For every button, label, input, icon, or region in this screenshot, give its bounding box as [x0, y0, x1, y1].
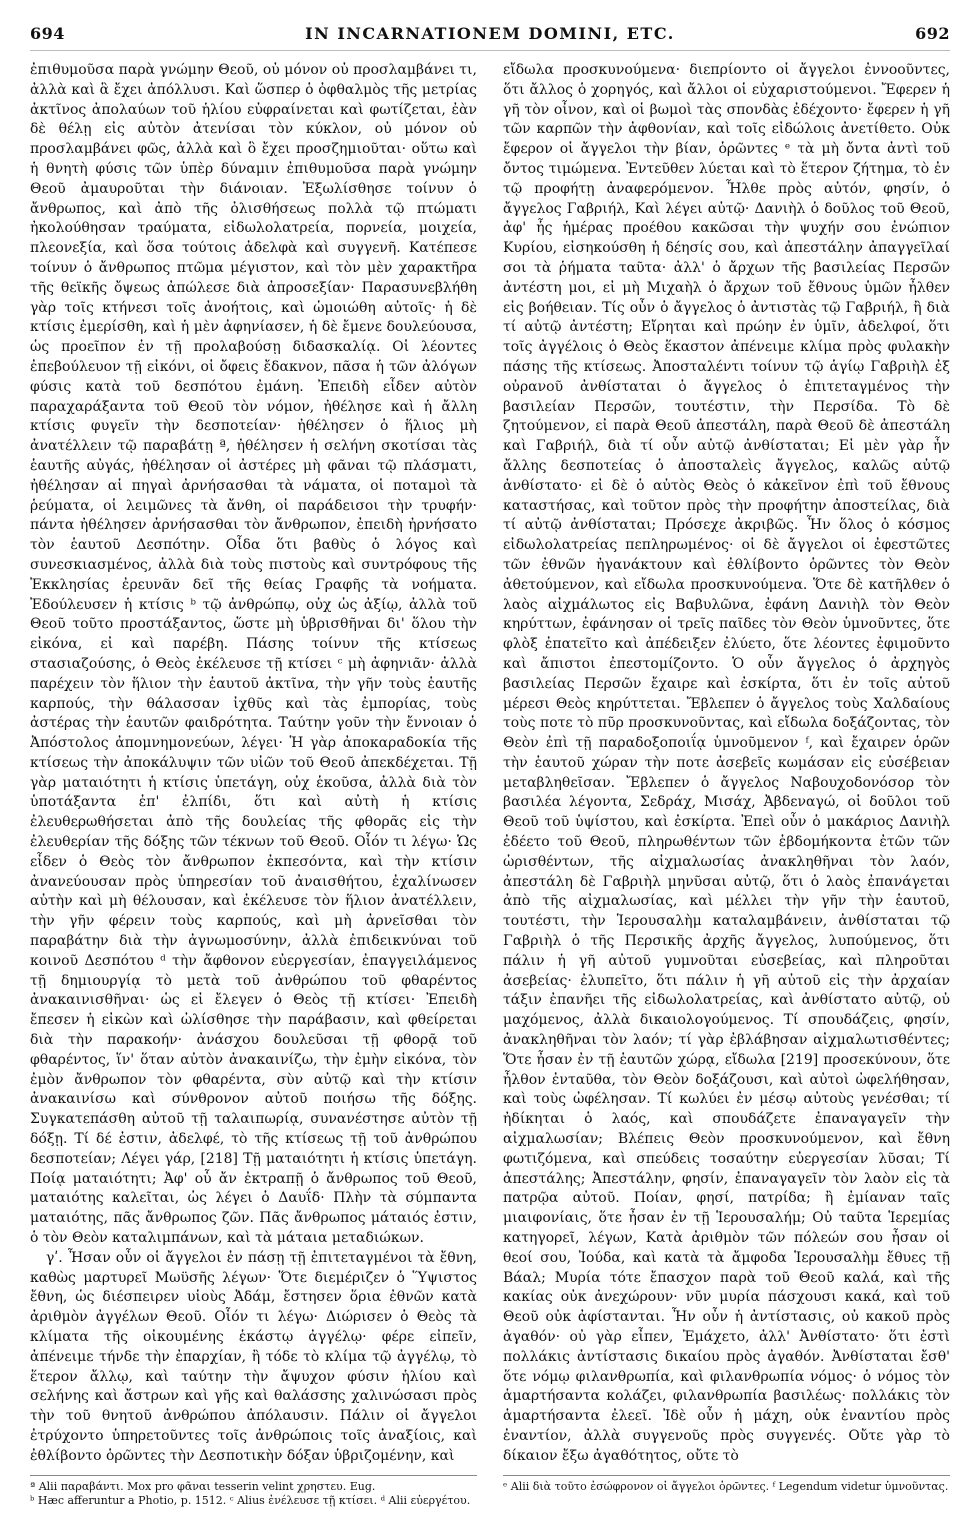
footnote: ᵉ Alii διὰ τοῦτο ἐσώφρονον οἱ ἄγγελοι ὁρῶντες. ᶠ Legendum videtur ὑμνοῦντας. — [503, 1479, 949, 1493]
footnotes-left — [30, 1475, 477, 1507]
running-title: IN INCARNATIONEM DOMINI, ETC. — [305, 24, 675, 43]
right-page-number: 692 — [915, 24, 950, 43]
footnote: ᵇ Hæc afferuntur a Photio, p. 1512. ᶜ Alius ἐνέλευσε τῇ κτίσει. ᵈ Alii εὐεργέτου. — [30, 1493, 471, 1507]
paragraph: ἐπιθυμοῦσα παρὰ γνώμην Θεοῦ, οὐ μόνον οὐ προσλαμβάνει τι, ἀλλὰ καὶ ἃ ἔχει ἀπόλλυσι. Καὶ ὥσπερ ὁ ὀφθαλμὸς τῆς μετρίας ἀκτῖνος ἀπολαύων τοῦ ἡλίου εὐφραίνεται καὶ φωτίζεται, ἐὰν δὲ θέλῃ εἰς αὐτὸν ἀτενίσαι τὸν κύκλον, οὐ μόνον οὐ προσλαμβάνει φῶς, ἀλλὰ καὶ ὃ ἔχει προσζημιοῦται· οὕτω καὶ ἡ θνητὴ φύσις τῶν ὑπὲρ δύναμιν ἐπιθυμοῦσα παρὰ γνώμην Θεοῦ ἀμαυροῦται τὴν διάνοιαν. Ἐξωλίσθησε τοίνυν ὁ ἄνθρωπος, καὶ ἀπὸ τῆς ὀλισθήσεως πολλὰ τῷ πτώματι ἠκολούθησαν τραύματα, εἰδωλολατρεία, πορνεία, μοιχεία, πλεονεξία, καὶ ὅσα τούτοις ἀδελφὰ καὶ συγγενῆ. Κατέπεσε τοίνυν ὁ ἄνθρωπος πτῶμα μέγιστον, καὶ τὸν μὲν χαρακτῆρα τῆς θεϊκῆς ὄψεως ἀπώλεσε διὰ ἀπροσεξίαν· Παρασυνεβλήθη γὰρ τοῖς κτήνεσι τοῖς ἀνοήτοις, καὶ ὡμοιώθη αὐτοῖς· ἡ δὲ κτίσις ἐμερίσθη, καὶ ἡ μὲν ἀφηνίασεν, ἡ δὲ ἔμενε δουλεύουσα, ὡς προεῖπον ἐν τῇ προλαβούσῃ διδασκαλίᾳ. Οἱ λέοντες ἐπεβούλευον τῇ εἰκόνι, οἱ ὄφεις ἔδακνον, πᾶσα ἡ τῶν ἀλόγων φύσις κατὰ τοῦ δεσπότου ἐμάνη. Ἐπειδὴ εἶδεν αὐτὸν παραχαράξαντα τοῦ Θεοῦ τὸν νόμον, ἠθέλησε καὶ ἡ ἄλλη κτίσις φυγεῖν τὴν δεσποτείαν· ἠθέλησεν ὁ ἥλιος μὴ ἀνατέλλειν τῷ παραβάτῃ ª, ἠθέλησεν ἡ σελήνη σκοτίσαι τὰς ἑαυτῆς αὐγάς, ἠθέλησαν οἱ ἀστέρες μὴ φᾶναι τῷ πλάσματι, ἠθέλησαν αἱ πηγαὶ ἀρνήσασθαι τὰ νάματα, οἱ ποταμοὶ τὰ ῥεύματα, οἱ λειμῶνες τὰ ἄνθη, οἱ παράδεισοι τὴν τρυφήν· πάντα ἠθέλησεν ἀρνήσασθαι τὸν ἄνθρωπον, ἐπειδὴ ἠρνήσατο τὸν ἑαυτοῦ Δεσπότην. Οἶδα ὅτι βαθὺς ὁ λόγος καὶ συνεσκιασμένος, ἀλλὰ διὰ τοὺς πιστοὺς καὶ συντρόφους τῆς Ἐκκλησίας ἐρευνᾶν δεῖ τῆς θείας Γραφῆς τὰ νοήματα. Ἐδούλευσεν ἡ κτίσις ᵇ τῷ ἀνθρώπῳ, οὐχ ὡς ἀξίῳ, ἀλλὰ τοῦ Θεοῦ τοῦτο προστάξαντος, ὥστε μὴ ὑβρισθῆναι δι' ὅλου τὴν εἰκόνα, εἰ καὶ παρέβη. Πάσης τοίνυν τῆς κτίσεως στασιαζούσης, ὁ Θεὸς ἐκέλευσε τῇ κτίσει ᶜ μὴ ἀφηνιᾶν· ἀλλὰ παρέχειν τὸν ἥλιον τὴν ἑαυτοῦ ἀκτῖνα, τὴν γῆν τοὺς ἑαυτῆς καρπούς, τὴν θάλασσαν ἰχθῦς καὶ τὰς ἐμπορίας, τοὺς ἀστέρας τὴν ἑαυτῶν φαιδρότητα. Ταύτην γοῦν τὴν ἔννοιαν ὁ Ἀπόστολος ἀπομνημονεύων, λέγει· Ἡ γὰρ ἀποκαραδοκία τῆς κτίσεως τὴν ἀποκάλυψιν τῶν υἱῶν τοῦ Θεοῦ ἀπεκδέχεται. Τῇ γὰρ ματαιότητι ἡ κτίσις ὑπετάγη, οὐχ ἑκοῦσα, ἀλλὰ διὰ τὸν ὑποτάξαντα ἐπ' ἐλπίδι, ὅτι καὶ αὐτὴ ἡ κτίσις ἐλευθερωθήσεται ἀπὸ τῆς δουλείας τῆς φθορᾶς εἰς τὴν ἐλευθερίαν τῆς δόξης τῶν τέκνων τοῦ Θεοῦ. Οἷόν τι λέγω· Ὡς εἶδεν ὁ Θεὸς τὸν ἄνθρωπον ἐκπεσόντα, καὶ τὴν κτίσιν ἀνανεύουσαν πρὸς ὑπηρεσίαν τοῦ ἀναισθήτου, ἐχαλίνωσεν αὐτὴν καὶ μὴ θέλουσαν, καὶ ἐκέλευσε τὸν ἥλιον ἀνατέλλειν, τὴν γῆν φέρειν τοὺς καρπούς, καὶ μὴ ἀρνεῖσθαι τὸν παραβάτην διὰ τὴν ἀγνωμοσύνην, ἀλλὰ ἐπιδεικνύναι τοῦ κοινοῦ Δεσπότου ᵈ τὴν ἄφθονον εὐεργεσίαν, ἐπαγγειλάμενος τῇ δημιουργίᾳ τὸ μετὰ τοῦ ἀνθρώπου τοῦ φθαρέντος ἀνακαινισθῆναι· ὡς εἰ ἔλεγεν ὁ Θεὸς τῇ κτίσει· Ἐπειδὴ ἔπεσεν ἡ εἰκὼν καὶ ὠλίσθησε τὴν παράβασιν, καὶ φθείρεται διὰ τὴν παρακοήν· ἀνάσχου δουλεῦσαι τῇ φθορᾷ τοῦ φθαρέντος, ἵν' ὅταν αὐτὸν ἀνακαινίζω, τὴν ἐμὴν εἰκόνα, τὸν ἐμὸν ἄνθρωπον τὸν φθαρέντα, σὺν αὐτῷ καὶ τὴν κτίσιν ἀνακαινίσω καὶ σύνθρονον αὐτοῦ ποιήσω τῆς δόξης. Συγκατεπάσθη αὐτοῦ τῇ ταλαιπωρίᾳ, συνανέστησε αὐτὸν τῇ δόξῃ. Τί δέ ἐστιν, ἀδελφέ, τὸ τῆς κτίσεως τῇ τοῦ ἀνθρώπου δεσποτείαν; Λέγει γάρ, [218] Τῇ ματαιότητι ἡ κτίσις ὑπετάγη. Ποίᾳ ματαιότητι; Ἀφ' οὗ ἄν ἐκτραπῇ ὁ ἄνθρωπος τοῦ Θεοῦ, ματαιότης καλεῖται, ὡς λέγει ὁ Δαυΐδ· Πλὴν τὰ σύμπαντα ματαιότης, πᾶς ἄνθρωπος ζῶν. Πᾶς ἄνθρωπος μάταιός ἐστιν, ὁ τὸν Θεὸν καταλιμπάνων, καὶ τὰ μάταια μεταδιώκων. — [30, 62, 477, 1247]
left-page-number: 694 — [30, 24, 65, 43]
left-column — [30, 61, 477, 1516]
running-header — [30, 24, 950, 51]
right-column — [503, 61, 950, 1516]
paragraph: γʹ. Ἦσαν οὖν οἱ ἄγγελοι ἐν πάσῃ τῇ ἐπιτεταγμένοι τὰ ἔθνη, καθὼς μαρτυρεῖ Μωϋσῆς λέγων· Ὅτε διεμέριζεν ὁ Ὕψιστος ἔθνη, ὡς διέσπειρεν υἱοὺς Ἀδάμ, ἔστησεν ὅρια ἐθνῶν κατὰ ἀριθμὸν ἀγγέλων Θεοῦ. Οἷόν τι λέγω· Διώρισεν ὁ Θεὸς τὰ κλίματα τῆς οἰκουμένης ἑκάστῳ ἀγγέλῳ· φέρε εἰπεῖν, ἀπένειμε τήνδε τὴν ἐπαρχίαν, ἢ τόδε τὸ κλίμα τῷ ἀγγέλῳ, τὸ ἕτερον ἄλλῳ, καὶ ταύτην τὴν ἄψυχον φύσιν ἡλίου καὶ σελήνης καὶ ἄστρων καὶ γῆς καὶ θαλάσσης χαλινώσασι πρὸς τὴν τοῦ θνητοῦ ἀνθρώπου ἀπόλαυσιν. Πάλιν οἱ ἄγγελοι ἐτρύχοντο ὑπηρετοῦντες τοῖς ἀνθρώποις τοῖς ἀναξίοις, καὶ ἐθλίβοντο ὁρῶντες τὴν Δεσποτικὴν δόξαν ὑβριζομένην, καὶ — [30, 1249, 477, 1464]
footnotes-right — [503, 1475, 950, 1493]
text-columns — [30, 61, 950, 1516]
footnote: ª Alii παραβάντι. Mox pro φᾶναι tesserin velint χρηστευ. Eug. — [30, 1479, 376, 1493]
paragraph: εἴδωλα προσκυνούμενα· διεπρίοντο οἱ ἄγγελοι ἐννοοῦντες, ὅτι ἄλλος ὁ χορηγός, καὶ ἄλλοι οἱ εὐχαριστούμενοι. Ἔφερεν ἡ γῆ τὸν οἶνον, καὶ οἱ βωμοὶ τὰς σπονδὰς ἐδέχοντο· ἔφερεν ἡ γῆ τῶν καρπῶν τὴν ἀφθονίαν, καὶ τοῖς εἰδώλοις ἀνετίθετο. Οὐκ ἔφερον οἱ ἄγγελοι τὴν βίαν, ὁρῶντες ᵉ τὰ μὴ ὄντα ἀντὶ τοῦ ὄντος τιμώμενα. Ἐντεῦθεν λύεται καὶ τὸ ἕτερον ζήτημα, τὸ ἐν τῷ προφήτῃ ἀναφερόμενον. Ἦλθε πρὸς αὐτόν, φησίν, ὁ ἄγγελος Γαβριήλ, Καὶ λέγει αὐτῷ· Δανιὴλ ὁ δοῦλος τοῦ Θεοῦ, ἀφ' ἧς ἡμέρας προέθου κακῶσαι τὴν ψυχήν σου ἐνώπιον Κυρίου, εἰσηκούσθη ἡ δέησίς σου, καὶ ἀπεστάλην ἀπαγγεῖλαί σοι τὰ ῥήματα ταῦτα· ἀλλ' ὁ ἄρχων τῆς βασιλείας Περσῶν ἀντέστη μοι, εἰ μὴ Μιχαὴλ ὁ ἄρχων τοῦ ἔθνους ὑμῶν ἦλθεν εἰς βοήθειαν. Τίς οὖν ὁ ἄγγελος ὁ ἀντιστὰς τῷ Γαβριήλ, ἢ διὰ τί αὐτῷ ἀντέστη; Εἴρηται καὶ πρώην ἐν ὑμῖν, ἀδελφοί, ὅτι τοῖς ἀγγέλοις ὁ Θεὸς ἕκαστον ἀπένειμε κλίμα πρὸς φυλακὴν πάσης τῆς κτίσεως. Ἀποσταλέντι τοίνυν τῷ ἁγίῳ Γαβριὴλ ἐξ οὐρανοῦ ἀνθίσταται ὁ ἄγγελος ὁ ἐπιτεταγμένος τὴν βασιλείαν Περσῶν, τουτέστιν, τὴν Περσίδα. Τὸ δὲ ζητούμενον, εἰ παρὰ Θεοῦ ἀπεστάλη, παρὰ Θεοῦ δὲ ἀπεστάλη καὶ Γαβριήλ, διὰ τί οὖν αὐτῷ ἀνθίσταται; Εἰ μὲν γὰρ ἦν ἄλλης δεσποτείας ὁ ἀποσταλεὶς ἄγγελος, καλῶς αὐτῷ ἀνθίστατο· εἰ δὲ ὁ αὐτὸς Θεὸς ὁ κἀκεῖνον ἐπὶ τοῦ ἔθνους καταστήσας, καὶ τοῦτον πρὸς τὴν προφήτην ἀποστείλας, διὰ τί αὐτῷ ἀνθίσταται; Πρόσεχε ἀκριβῶς. Ἦν ὅλος ὁ κόσμος εἰδωλολατρείας πεπληρωμένος· οἱ δὲ ἄγγελοι οἱ ἐφεστῶτες τῶν ἐθνῶν ἠγανάκτουν καὶ ἐθλίβοντο ὁρῶντες τὸν Θεὸν ἀθετούμενον, καὶ εἴδωλα προσκυνούμενα. Ὅτε δὲ κατῆλθεν ὁ λαὸς αἰχμάλωτος εἰς Βαβυλῶνα, ἐφάνη Δανιὴλ τὸν Θεὸν κηρύττων, ἐφάνησαν οἱ τρεῖς παῖδες τὸν Θεὸν ὑμνοῦντες, ὅτε φλὸξ ἐπατεῖτο καὶ ἀπέδειξεν ἐλύετο, ὅτε λέοντες ἐφιμοῦντο καὶ ἄπιστοι ἐπεστομίζοντο. Ὁ οὖν ἄγγελος ὁ ἀρχηγὸς βασιλείας Περσῶν ἔχαιρε καὶ ἐσκίρτα, ὅτι ἐν τοῖς αὐτοῦ μέρεσι Θεὸς κηρύττεται. Ἔβλεπεν ὁ ἄγγελος τοὺς Χαλδαίους τοὺς ποτε τὸ πῦρ προσκυνοῦντας, καὶ εἴδωλα δοξάζοντας, τὸν Θεὸν ἐπὶ τῇ παραδοξοποιΐᾳ ὑμνοῦμενον ᶠ, καὶ ἔχαιρεν ὁρῶν τὴν ἑαυτοῦ χώραν τὴν ποτε ἀσεβεῖς κωμάσαν εἰς εὐσέβειαν μεταβληθεῖσαν. Ἔβλεπεν ὁ ἄγγελος Ναβουχοδονόσορ τὸν βασιλέα λέγοντα, Σεδράχ, Μισάχ, Ἀβδεναγώ, οἱ δοῦλοι τοῦ Θεοῦ τοῦ ὑψίστου, καὶ ἐσκίρτα. Ἐπεὶ οὖν ὁ μακάριος Δανιὴλ ἐδέετο τοῦ Θεοῦ, πληρωθέντων τῶν ἑβδομήκοντα ἐτῶν τῶν ὡρισθέντων, τῆς αἰχμαλωσίας ἀνακληθῆναι τὸν λαόν, ἀπεστάλη δὲ Γαβριὴλ μηνῦσαι αὐτῷ, ὅτι ὁ λαὸς ἐπανάγεται ἀπὸ τῆς αἰχμαλωσίας, καὶ μέλλει τὴν γῆν τὴν ἑαυτοῦ, τουτέστι, τὴν Ἱερουσαλὴμ καταλαμβάνειν, ἀνθίσταται τῷ Γαβριὴλ ὁ τῆς Περσικῆς ἀρχῆς ἄγγελος, λυπούμενος, ὅτι πάλιν ἡ γῆ αὐτοῦ γυμνοῦται εὐσεβείας, καὶ πληροῦται ἀσεβείας· ἐλυπεῖτο, ὅτι πάλιν ἡ γῆ αὐτοῦ εἰς τὴν ἀρχαίαν τάξιν ἐπανῆει τῆς εἰδωλολατρείας, καὶ ἀνθίστατο αὐτῷ, οὐ μαχόμενος, ἀλλὰ δικαιολογούμενος. Τί σπουδάζεις, φησίν, ἀνακληθῆναι τὸν λαόν; τί γὰρ ἐβλάβησαν αἰχμαλωτισθέντες; Ὅτε ἦσαν ἐν τῇ ἑαυτῶν χώρᾳ, εἴδωλα [219] προσεκύνουν, ὅτε ἦλθον ἐνταῦθα, τὸν Θεὸν δοξάζουσι, καὶ αὐτοὶ ὠφελήθησαν, καὶ τοὺς ὠφέλησαν. Τί κωλύει ἐν μέσῳ αὐτοὺς γενέσθαι; τί ἠδίκηται ὁ λαός, καὶ σπουδάζετε ἐπαναγαγεῖν τὴν αἰχμαλωσίαν; Βλέπεις Θεὸν προσκυνούμενον, καὶ ἔθνη φωτιζόμενα, καὶ σπεύδεις τοσαύτην εὐεργεσίαν λῦσαι; Τί ἀπεστάλης; Ἀπεστάλην, φησίν, ἐπαναγαγεῖν τὸν λαὸν εἰς τὰ πατρῷα αὐτοῦ. Ποίαν, φησί, πατρίδα; ἢ ἐμίαναν ταῖς μιαιφονίαις, ὅτε ἦσαν ἐν τῇ Ἱερουσαλήμ; Οὐ ταῦτα Ἱερεμίας κατηγορεῖ, λέγων, Κατὰ ἀριθμὸν τῶν πόλεών σου ἦσαν οἱ θεοί σου, Ἰούδα, καὶ κατὰ τὰ ἄμφοδα Ἱερουσαλὴμ ἔθυες τῇ Βάαλ; Μυρία τότε ἔπασχον παρὰ τοῦ Θεοῦ καλά, καὶ τῆς κακίας οὐκ ἀνεχώρουν· νῦν μυρία πάσχουσι κακά, καὶ τοῦ Θεοῦ οὐκ ἀφίστανται. Ἦν οὖν ἡ ἀντίστασις, οὐ κακοῦ πρὸς ἀγαθόν· οὐ γὰρ εἶπεν, Ἐμάχετο, ἀλλ' Ἀνθίστατο· ὅτι ἐστὶ πολλάκις ἀντίστασις δικαίου πρὸς ἀγαθόν. Ἀνθίσταται ἔσθ' ὅτε νόμῳ φιλανθρωπία, καὶ φιλανθρωπία νόμος· ὁ νόμος τὸν ἁμαρτήσαντα κολάζει, φιλανθρωπία βασιλέως· πολλάκις τὸν ἁμαρτήσαντα ἐλεεῖ. Ἰδὲ οὖν ἡ μάχη, οὐκ ἐναντίου πρὸς ἐναντίον, ἀλλὰ συγγενοῦς πρὸς συγγενές. Οὔτε γὰρ τὸ δίκαιον ἔξω ἀγαθότητος, οὔτε τὸ — [503, 62, 950, 1464]
